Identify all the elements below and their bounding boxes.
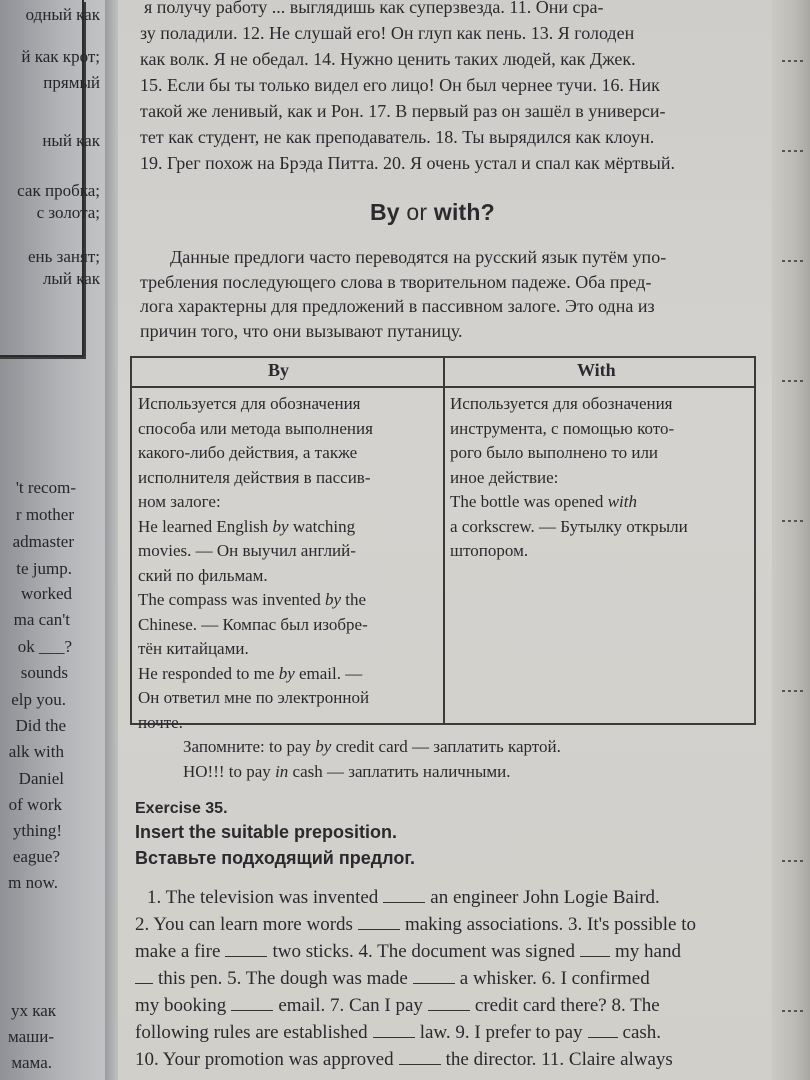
cell-line: He responded to me by email. — <box>138 663 363 683</box>
left-line: ything! <box>12 821 62 840</box>
page-edge <box>772 0 810 1080</box>
cell-line: способа или метода выполнения <box>138 418 373 438</box>
preposition-emphasis: by <box>315 737 332 756</box>
cell-line: ном залоге: <box>138 492 221 511</box>
exercise-text: making associations. 3. It's possible to <box>404 914 696 935</box>
heading-or: or <box>406 199 428 225</box>
left-line: elp you. <box>11 690 66 709</box>
section-heading <box>370 199 495 226</box>
cell-line: иное действие: <box>450 467 559 487</box>
left-line: маши- <box>7 1027 54 1046</box>
cell-line: The compass was invented by the <box>138 590 367 609</box>
exercise-line <box>135 965 696 992</box>
remember-note <box>183 734 561 784</box>
left-line: te jump. <box>16 559 72 578</box>
text-line: Данные предлоги часто переводятся на русский язык путём упо- <box>170 247 667 267</box>
edge-mark <box>782 260 804 262</box>
text-line: зу поладили. 12. Не слушай его! Он глуп как пень. 13. Я голоден <box>140 23 635 43</box>
cell-line: The bottle was opened with <box>450 492 637 511</box>
cell-line: Chinese. — Компас был изобре- <box>138 614 368 634</box>
answer-blank[interactable] <box>231 996 273 1011</box>
left-line: сак пробка; <box>17 181 100 200</box>
text-line: лога характерны для предложений в пассивном залоге. Это одна из <box>140 296 655 316</box>
left-line: ух как <box>10 1001 56 1020</box>
left-line: of work <box>8 795 62 814</box>
left-line: с золота; <box>36 203 100 222</box>
edge-mark <box>782 690 804 692</box>
table-header-with: With <box>577 360 616 380</box>
exercise-text: 10. Your promotion was approved <box>135 1049 394 1070</box>
table-header-by: By <box>268 360 290 380</box>
answer-blank[interactable] <box>399 1050 441 1065</box>
exercise-text: the director. 11. Claire always <box>445 1049 673 1070</box>
remember-line: Запомните: to pay by credit card — заплатить картой. <box>183 737 561 756</box>
cell-line: Он ответил мне по электронной <box>138 688 370 707</box>
exercise-line <box>135 938 696 965</box>
text-line: причин того, что они вызывают путаницу. <box>140 320 463 341</box>
text-line: требления последующего слова в творительном падеже. Оба пред- <box>140 271 652 292</box>
text-line: 15. Если бы ты только видел его лицо! Он был чернее тучи. 16. Ник <box>140 75 660 95</box>
cell-line: movies. — Он выучил англий- <box>138 541 356 560</box>
left-page <box>0 0 112 1080</box>
exercise-instruction-ru: Вставьте подходящий предлог. <box>135 848 416 868</box>
left-line: Daniel <box>18 769 64 788</box>
text-line: тет как студент, не как преподаватель. 18. Ты вырядился как клоун. <box>140 127 655 147</box>
edge-mark <box>782 60 804 62</box>
table-column-divider <box>443 358 445 723</box>
edge-mark <box>782 860 804 862</box>
exercise-text: 1. The television was invented <box>147 887 379 908</box>
top-paragraph <box>140 0 675 176</box>
cell-line: исполнителя действия в пассив- <box>138 467 371 487</box>
exercise-text: following rules are established <box>135 1022 368 1043</box>
preposition-emphasis: by <box>272 516 289 536</box>
text-line: как волк. Я не обедал. 14. Нужно ценить таких людей, как Джек. <box>140 49 636 69</box>
left-line: 't recom- <box>15 478 76 497</box>
preposition-emphasis: in <box>275 762 289 781</box>
exercise-line <box>135 884 696 911</box>
preposition-emphasis: by <box>278 663 295 683</box>
exercise-number: Exercise 35. <box>135 800 228 817</box>
intro-paragraph <box>140 245 666 343</box>
exercise-text: my booking <box>135 995 227 1016</box>
left-line: eague? <box>12 847 60 866</box>
remember-line: НО!!! to pay in cash — заплатить наличными. <box>183 762 511 781</box>
cell-line: рого было выполнено то или <box>450 443 659 462</box>
answer-blank[interactable] <box>588 1023 618 1038</box>
left-line: m now. <box>8 873 58 892</box>
cell-line: какого-либо действия, а также <box>138 443 358 462</box>
exercise-text: two sticks. 4. The document was signed <box>272 941 576 962</box>
cell-line: ский по фильмам. <box>138 565 268 585</box>
exercise-line <box>135 911 696 938</box>
exercise-instruction-en: Insert the suitable preposition. <box>135 822 398 842</box>
left-line: ень занят; <box>28 247 100 266</box>
edge-mark <box>782 1010 804 1012</box>
cell-line: тён китайцами. <box>138 639 249 658</box>
table-cell-with <box>450 392 750 564</box>
left-line: прямый <box>43 73 100 92</box>
answer-blank[interactable] <box>413 969 455 984</box>
left-line: sounds <box>20 663 68 682</box>
left-line: лый как <box>42 269 100 288</box>
left-line: r mother <box>15 505 74 524</box>
exercise-text: an engineer John Logie Baird. <box>430 887 660 908</box>
edge-mark <box>782 520 804 522</box>
left-line: одный как <box>25 5 100 24</box>
exercise-text: cash. <box>622 1022 662 1043</box>
cell-line: Используется для обозначения <box>138 394 361 413</box>
cell-line: a corkscrew. — Бутылку открыли <box>450 516 688 536</box>
text-line: я получу работу ... выглядишь как суперзвезда. 11. Они сра- <box>144 0 604 17</box>
exercise-text: 2. You can learn more words <box>135 914 353 935</box>
exercise-line <box>135 992 696 1019</box>
cell-line: Используется для обозначения <box>450 394 673 413</box>
exercise-line <box>135 1019 696 1046</box>
answer-blank[interactable] <box>428 996 470 1011</box>
preposition-emphasis: with <box>607 492 637 511</box>
cell-line: штопором. <box>450 541 529 560</box>
answer-blank[interactable] <box>225 942 267 957</box>
by-with-table <box>130 356 756 732</box>
cell-line: почте. <box>138 712 183 732</box>
exercise-text: my hand <box>615 941 681 962</box>
exercise-text: this pen. 5. The dough was made <box>158 968 408 989</box>
exercise-line <box>135 1046 696 1073</box>
left-line: й как крот; <box>21 47 100 66</box>
cell-line: инструмента, с помощью кото- <box>450 418 675 438</box>
edge-mark <box>782 380 804 382</box>
answer-blank[interactable] <box>580 942 610 957</box>
answer-blank[interactable] <box>135 969 153 984</box>
left-line: ный как <box>42 131 100 150</box>
exercise-text: a whisker. 6. I confirmed <box>459 968 650 989</box>
heading-by: By <box>370 199 400 225</box>
text-line: такой же ленивый, как и Рон. 17. В первый раз он зашёл в универси- <box>140 101 666 121</box>
exercise-body <box>135 884 696 1073</box>
left-line: ma can't <box>13 610 70 629</box>
answer-blank[interactable] <box>373 1023 415 1038</box>
preposition-emphasis: by <box>324 590 341 609</box>
exercise-text: credit card there? 8. The <box>474 995 660 1016</box>
heading-with: with? <box>433 199 495 225</box>
answer-blank[interactable] <box>358 915 400 930</box>
left-line: ok ___? <box>17 637 72 656</box>
exercise-text: law. 9. I prefer to pay <box>419 1022 583 1043</box>
cell-line: He learned English by watching <box>138 516 356 536</box>
text-line: 19. Грег похож на Брэда Питта. 20. Я очень устал и спал как мёртвый. <box>140 153 676 173</box>
left-line: Did the <box>15 716 66 735</box>
exercise-text: email. 7. Can I pay <box>278 995 423 1016</box>
left-line: мама. <box>11 1053 52 1072</box>
edge-mark <box>782 150 804 152</box>
left-line: worked <box>21 584 72 603</box>
table-cell-by <box>138 392 438 735</box>
answer-blank[interactable] <box>383 888 425 903</box>
left-line: admaster <box>12 532 74 551</box>
exercise-text: make a fire <box>135 941 221 962</box>
left-line: alk with <box>8 742 64 761</box>
